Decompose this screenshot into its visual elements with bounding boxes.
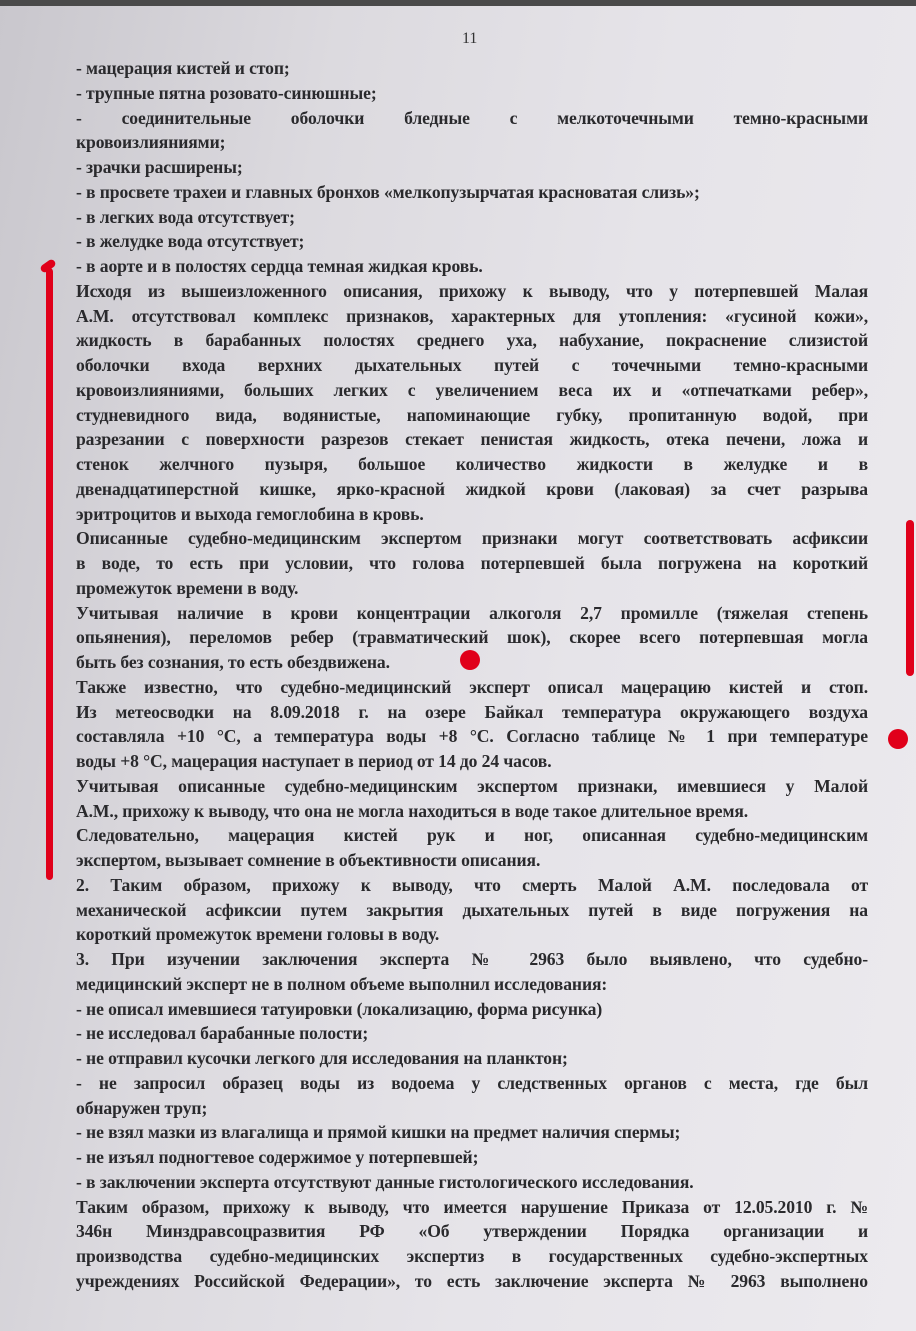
text-line: опьянения), переломов ребер (травматический шок), скорее всего потерпевшая могла (76, 627, 868, 648)
text-line: А.М. отсутствовал комплекс признаков, характерных для утопления: «гусиной кожи», (76, 305, 868, 326)
text-line: - трупные пятна розовато-синюшные; (76, 82, 377, 103)
text-line: жидкость в барабанных полостях среднего уха, набухание, покраснение слизистой (76, 330, 868, 351)
page-number: 11 (462, 30, 478, 47)
text-line: - в заключении эксперта отсутствуют данные гистологического исследования. (76, 1171, 694, 1192)
text-line: - не исследовал барабанные полости; (76, 1023, 369, 1044)
text-line: 346н Минздравсоцразвития РФ «Об утверждении Порядка организации и (76, 1221, 868, 1242)
right-red-bracket-line (906, 520, 914, 676)
text-line: воды +8 °С, мацерация наступает в период от 14 до 24 часов. (76, 751, 552, 771)
text-line: медицинский эксперт не в полном объеме выполнил исследования: (76, 973, 608, 994)
text-line: учреждениях Российской Федерации», то есть заключение эксперта № 2963 выполнено (76, 1270, 868, 1291)
text-line: кровоизлияниями; (76, 132, 226, 153)
document-text (76, 56, 868, 1294)
text-line: механической асфиксии путем закрытия дыхательных путей в виде погружения на (76, 899, 868, 920)
text-line: эритроцитов и выхода гемоглобина в кровь. (76, 503, 424, 524)
left-red-bracket-line (46, 268, 53, 880)
text-line: Следовательно, мацерация кистей рук и ног, описанная судебно-медицинским (76, 825, 868, 846)
text-line: - в просвете трахеи и главных бронхов «мелкопузырчатая красноватая слизь»; (76, 181, 700, 202)
text-line: Учитывая наличие в крови концентрации алкоголя 2,7 промилле (тяжелая степень (76, 602, 868, 623)
text-line: короткий промежуток времени головы в воду. (76, 924, 440, 945)
text-line: двенадцатиперстной кишке, ярко-красной жидкой крови (лаковая) за счет разрыва (76, 478, 868, 499)
text-line: - мацерация кистей и стоп; (76, 58, 290, 78)
text-line: Исходя из вышеизложенного описания, прихожу к выводу, что у потерпевшей Малая (76, 280, 868, 301)
red-dot-right (888, 729, 908, 749)
text-line: кровоизлияниями, больших легких с увеличением веса их и «отпечатками ребер», (76, 379, 868, 400)
text-line: 2. Таким образом, прихожу к выводу, что смерть Малой А.М. последовала от (76, 874, 868, 895)
text-line: - не отправил кусочки легкого для исследования на планктон; (76, 1048, 568, 1068)
text-line: - не запросил образец воды из водоема у следственных органов с места, где был (76, 1072, 868, 1093)
top-edge (0, 0, 916, 6)
text-line: составляла +10 °С, а температура воды +8 °С. Согласно таблице № 1 при температуре (76, 726, 868, 747)
text-line: оболочки входа верхних дыхательных путей с точечными темно-красными (76, 355, 868, 375)
text-line: быть без сознания, то есть обездвижена. (76, 652, 390, 672)
text-line: экспертом, вызывает сомнение в объективности описания. (76, 850, 541, 870)
text-line: - не описал имевшиеся татуировки (локализацию, форма рисунка) (76, 998, 603, 1019)
text-line: А.М., прихожу к выводу, что она не могла находиться в воде такое длительное время. (76, 800, 749, 821)
text-line: Таким образом, прихожу к выводу, что имеется нарушение Приказа от 12.05.2010 г. № (76, 1196, 868, 1217)
text-line: Из метеосводки на 8.09.2018 г. на озере Байкал температура окружающего воздуха (76, 701, 868, 722)
text-line: обнаружен труп; (76, 1097, 208, 1118)
text-line: Описанные судебно-медицинским экспертом признаки могут соответствовать асфиксии (76, 528, 868, 549)
text-line: - соединительные оболочки бледные с мелкоточечными темно-красными (76, 107, 868, 128)
text-line: - не взял мазки из влагалища и прямой кишки на предмет наличия спермы; (76, 1122, 681, 1143)
text-line: - зрачки расширены; (76, 157, 243, 177)
text-line: стенок желчного пузыря, большое количество жидкости в желудке и в (76, 454, 868, 474)
text-line: Учитывая описанные судебно-медицинским экспертом признаки, имевшиеся у Малой (76, 775, 868, 796)
text-line: - в аорте и в полостях сердца темная жидкая кровь. (76, 256, 483, 276)
text-line: промежуток времени в воду. (76, 577, 299, 598)
red-dot-middle (460, 650, 480, 670)
text-line: студневидного вида, водянистые, напоминающие губку, пропитанную водой, при (76, 404, 868, 425)
text-line: в воде, то есть при условии, что голова потерпевшей была погружена на короткий (76, 553, 868, 573)
text-line: - в желудке вода отсутствует; (76, 231, 305, 252)
text-line: производства судебно-медицинских экспертиз в государственных судебно-экспертных (76, 1246, 868, 1266)
text-line: - не изъял подногтевое содержимое у потерпевшей; (76, 1147, 479, 1167)
text-line: Также известно, что судебно-медицинский эксперт описал мацерацию кистей и стоп. (76, 676, 868, 697)
text-line: 3. При изучении заключения эксперта № 2963 было выявлено, что судебно- (76, 949, 868, 969)
text-line: разрезании с поверхности разрезов стекает пенистая жидкость, отека печени, ложа и (76, 429, 868, 450)
text-line: - в легких вода отсутствует; (76, 206, 295, 227)
